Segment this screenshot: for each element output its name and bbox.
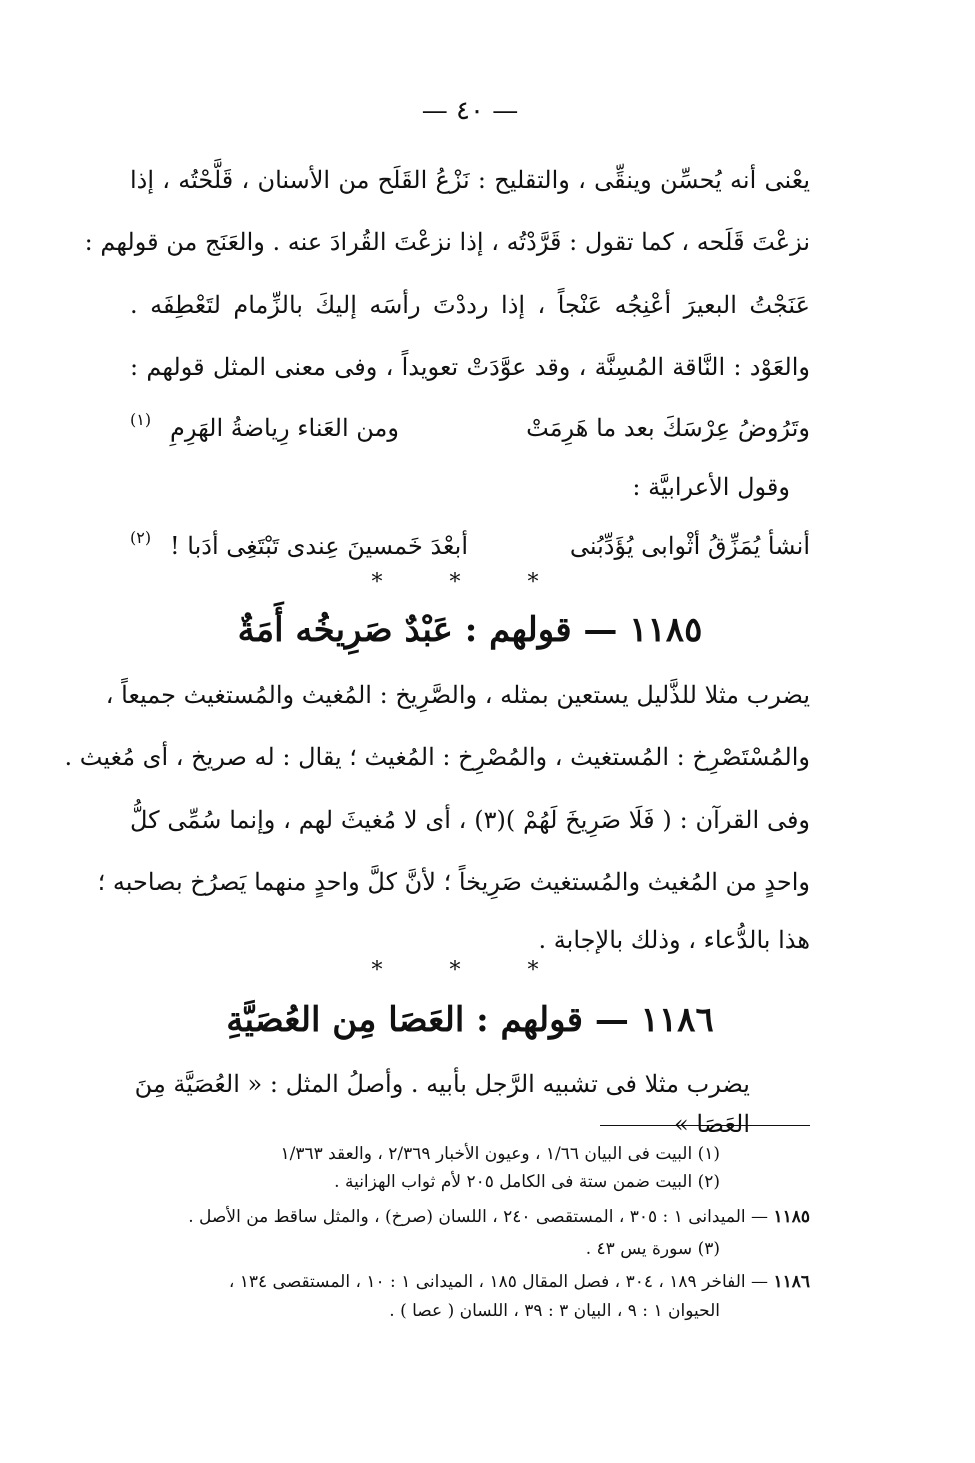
footnote [130, 1297, 810, 1325]
entry-title: ١١٨٥ — قولهم : عَبْدٌ صَرِيخُه أَمَةٌ [237, 610, 703, 650]
section-separator: * * * [371, 570, 569, 595]
text-line: يضرب مثلا فى تشبيه الرَّجل بأبيه . وأصلُ المثل : « العُصَيَّة مِنَ العَصَا » [134, 1070, 750, 1138]
text-line: هذا بالدُّعاء ، وذلك بالإجابة . [538, 926, 810, 954]
text-line: والمُسْتَصْرِخ : المُستغيث ، والمُصْرِخ : المُغيث ؛ يقال : له صريخ ، أى مُغيث . [64, 743, 810, 771]
verse-intro: وقول الأعرابيَّة : [632, 473, 790, 501]
footnote-text: الحيوان ١ : ٩ ، البيان ٣ : ٣٩ ، اللسان ( عصا ) . [389, 1301, 720, 1321]
text-line: والعَوْد : النَّاقة المُسِنَّة ، وقد عوَّدَتْ تعويداً ، وفى معنى المثل قولهم : [130, 353, 810, 381]
footnote [130, 1268, 810, 1296]
book-page [64, 0, 811, 1463]
footnote-text: (٣) سورة يس ٤٣ . [585, 1239, 720, 1259]
text-line: واحدٍ من المُغيث والمُستغيث صَرِيخاً ؛ لأنَّ كلَّ واحدٍ منهما يَصرُخ بصاحبه ؛ [97, 868, 810, 896]
footnote-rule [600, 1125, 810, 1126]
verse-second-hemistich: أبعْدَ خَمسينَ عِندى تَبْتَغِى أدَبا ! [170, 532, 468, 560]
footnote [130, 1203, 810, 1231]
footnote-text: — الميدانى ١ : ٣٠٥ ، المستقصى ٢٤٠ ، اللسان (صرخ) ، والمثل ساقط من الأصل . [188, 1207, 774, 1227]
footnote [130, 1168, 810, 1196]
verse-first-hemistich: أنشأ يُمَزِّقُ أثْوابى يُؤَدِّبُنى [569, 532, 810, 560]
text-line: عَنَجْتُ البعيرَ أعْنِجُه عَنْجاً ، إذا رددْتَ رأسَه إليكَ بالزِّمام لتَعْطِفَه . [130, 291, 810, 319]
footnote [130, 1235, 810, 1263]
footnote [130, 1140, 810, 1168]
footnote-marker: (٢) [130, 528, 152, 547]
footnote-text: — الفاخر ١٨٩ ، ٣٠٤ ، فصل المقال ١٨٥ ، الميدانى ١ : ١٠ ، المستقصى ١٣٤ ، [228, 1272, 774, 1292]
section-separator: * * * [371, 958, 569, 983]
entry-title: ١١٨٦ — قولهم : العَصَا مِن العُصَيَّةِ [226, 1000, 714, 1040]
verse-second-hemistich: ومن العَناء رِياضةُ الهَرِمِ [170, 414, 399, 442]
page-number: — ٤٠ — [421, 96, 519, 126]
footnote-text: (٢) البيت ضمن ستة فى الكامل ٢٠٥ لأم ثواب الهزانية . [334, 1172, 720, 1192]
verse-first-hemistich: وتَرُوضُ عِرْسَكَ بعد ما هَرِمَتْ [526, 414, 810, 442]
footnote-entry-number: ١١٨٦ [773, 1272, 810, 1292]
text-line: يعْنى أنه يُحسِّن وينقِّى ، والتقليح : نَزْعُ القَلَح من الأسنان ، قَلَّحْتُه ، إذا [130, 166, 810, 194]
text-line: وفى القرآن : ( فَلَا صَرِيخَ لَهُمْ )(٣) ، أى لا مُغيثَ لهم ، وإنما سُمِّى كلُّ [130, 806, 811, 834]
footnote-text: (١) البيت فى البيان ١/٦٦ ، وعيون الأخبار ٢/٣٦٩ ، والعقد ١/٣٦٣ [280, 1144, 720, 1164]
text-line: يضرب مثلا للذَّليل يستعين بمثله ، والصَّرِيخ : المُغيث والمُستغيث جميعاً ، [105, 681, 810, 709]
text-line: نزعْتَ قَلَحه ، كما تقول : قَرَّدْتُه ، إذا نزعْتَ القُرادَ عنه . والعَنَج من قولهم : [84, 228, 810, 256]
footnote-entry-number: ١١٨٥ [773, 1207, 810, 1227]
footnote-marker: (١) [130, 410, 152, 429]
